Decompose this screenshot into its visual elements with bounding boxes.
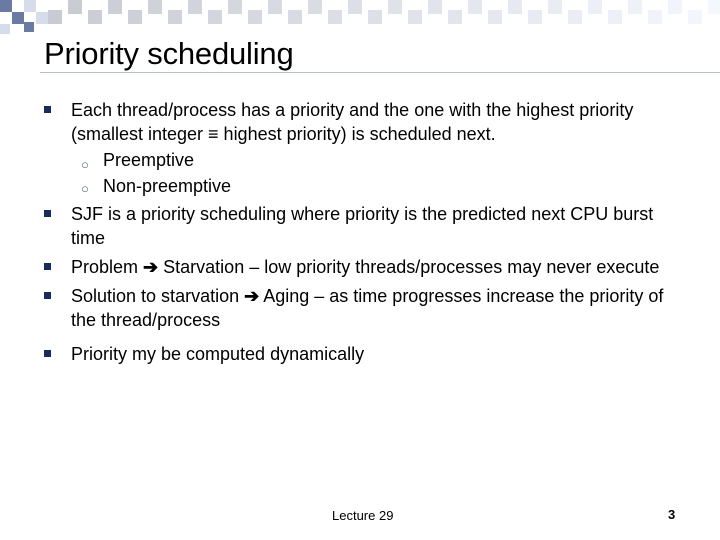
- decor-square: [388, 0, 402, 14]
- decor-square: [648, 10, 662, 24]
- decor-square: [448, 10, 462, 24]
- bullet-list: [44, 98, 684, 366]
- decor-square: [24, 22, 34, 32]
- bullet-text-lead: Problem: [71, 257, 139, 277]
- decor-square: [668, 0, 682, 14]
- bullet-text: SJF is a priority scheduling where priority is the predicted next CPU burst time: [71, 204, 654, 248]
- decor-square: [48, 10, 62, 24]
- list-item: [44, 202, 684, 250]
- square-bullet-icon: [44, 263, 51, 270]
- decor-square: [348, 0, 362, 14]
- bullet-text-tail: Aging – as time progresses increase the priority of the thread/process: [71, 286, 664, 330]
- bullet-text-tail: Starvation – low priority threads/processes may never execute: [163, 257, 660, 277]
- slide-footer: Lecture 29: [332, 508, 394, 523]
- sub-bullet-text: Non-preemptive: [103, 176, 232, 196]
- decor-square: [36, 12, 48, 24]
- decor-square: [24, 0, 36, 12]
- right-arrow-icon: ➔: [244, 286, 260, 306]
- list-item: [44, 284, 684, 332]
- decor-square: [548, 0, 562, 14]
- decor-square: [508, 0, 522, 14]
- list-item: [44, 98, 684, 198]
- decor-square: [608, 10, 622, 24]
- decor-square: [268, 0, 282, 14]
- right-arrow-icon: ➔: [143, 257, 159, 277]
- decor-square: [368, 10, 382, 24]
- hollow-circle-bullet-icon: ○: [81, 181, 89, 196]
- decor-square: [0, 24, 10, 34]
- decor-square: [488, 10, 502, 24]
- list-item: [44, 255, 684, 279]
- decor-square: [528, 10, 542, 24]
- header-decoration: [0, 0, 720, 36]
- decor-square: [588, 0, 602, 14]
- decor-square: [188, 0, 202, 14]
- decor-square: [328, 10, 342, 24]
- decor-square: [568, 10, 582, 24]
- square-bullet-icon: [44, 350, 51, 357]
- bullet-text: Each thread/process has a priority and the one with the highest priority (smallest integer ≡ highest priority) is scheduled next.: [71, 100, 634, 144]
- decor-square: [708, 0, 720, 14]
- decor-square: [148, 0, 162, 14]
- decor-square: [248, 10, 262, 24]
- decor-square: [108, 0, 122, 14]
- decor-square: [12, 12, 24, 24]
- decor-square: [688, 10, 702, 24]
- sub-list-item: [71, 146, 684, 174]
- square-bullet-icon: [44, 292, 51, 299]
- square-bullet-icon: [44, 210, 51, 217]
- sub-list-item: [71, 174, 684, 198]
- list-item: [44, 342, 684, 366]
- decor-square: [88, 10, 102, 24]
- sub-bullet-text: Preemptive: [103, 150, 195, 170]
- square-bullet-icon: [44, 106, 51, 113]
- decor-square: [428, 0, 442, 14]
- title-divider: [40, 72, 720, 73]
- page-number: 3: [668, 507, 676, 522]
- bullet-text: Priority my be computed dynamically: [71, 344, 365, 364]
- decor-square: [628, 0, 642, 14]
- decor-square: [208, 10, 222, 24]
- decor-square: [0, 0, 12, 12]
- decor-square: [168, 10, 182, 24]
- hollow-circle-bullet-icon: ○: [81, 157, 89, 172]
- decor-square: [128, 10, 142, 24]
- decor-square: [288, 10, 302, 24]
- decor-square: [408, 10, 422, 24]
- decor-square: [308, 0, 322, 14]
- bullet-text-lead: Solution to starvation: [71, 286, 240, 306]
- decor-square: [228, 0, 242, 14]
- decor-square: [68, 0, 82, 14]
- slide-title: Priority scheduling: [44, 36, 294, 71]
- decor-square: [468, 0, 482, 14]
